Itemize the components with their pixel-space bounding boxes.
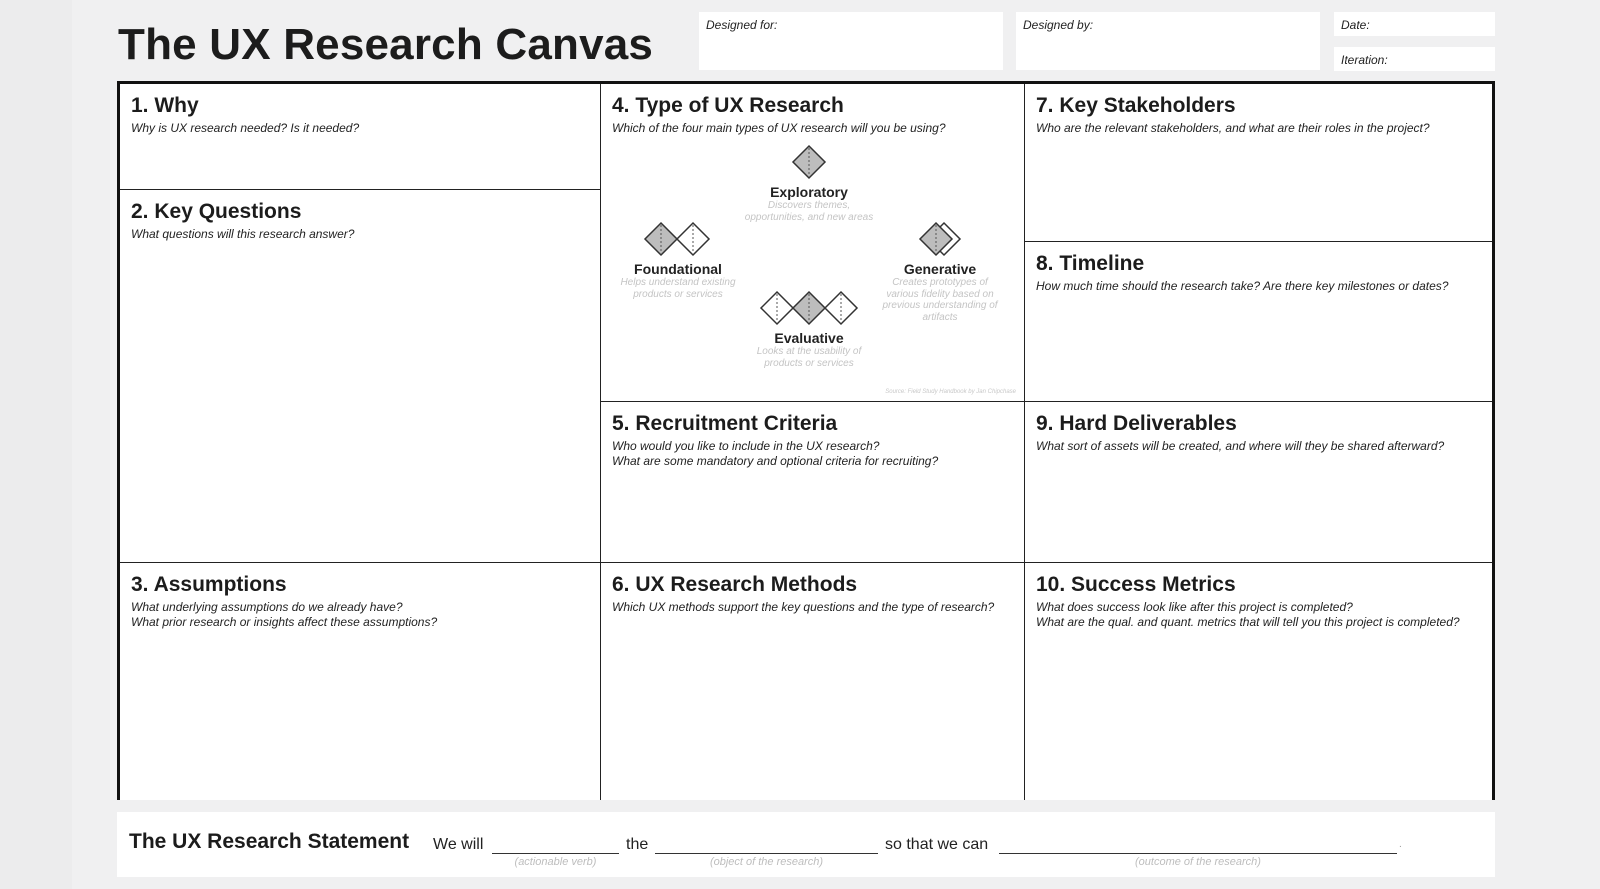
- section-recruitment-title: 5. Recruitment Criteria: [612, 412, 838, 435]
- section-methods[interactable]: [601, 563, 1025, 800]
- date-label: Date:: [1341, 18, 1370, 32]
- type-evaluative-desc: Looks at the usability of products or services: [756, 346, 862, 369]
- iteration-label: Iteration:: [1341, 53, 1388, 67]
- section-recruitment-question-2: What are some mandatory and optional criteria for recruiting?: [612, 453, 939, 468]
- section-key-questions-question: What questions will this research answer?: [131, 227, 355, 242]
- type-foundational-name: Foundational: [634, 261, 722, 277]
- section-deliverables-question: What sort of assets will be created, and where will they be shared afterward?: [1036, 439, 1445, 454]
- section-metrics-title: 10. Success Metrics: [1036, 573, 1236, 596]
- statement-verb-blank[interactable]: [492, 853, 619, 854]
- research-canvas: [117, 81, 1495, 800]
- section-stakeholders[interactable]: [1025, 84, 1492, 242]
- type-source-note: Source: Field Study Handbook by Jan Chipchase: [885, 389, 1016, 395]
- statement-object-hint: (object of the research): [709, 856, 824, 868]
- type-exploratory-name: Exploratory: [770, 184, 848, 200]
- type-foundational: [613, 221, 743, 300]
- page-title: The UX Research Canvas: [118, 20, 654, 69]
- section-key-questions[interactable]: [120, 190, 601, 563]
- section-metrics-question-1: What does success look like after this project is completed?: [1036, 600, 1353, 615]
- type-foundational-desc: Helps understand existing products or services: [620, 277, 736, 300]
- section-stakeholders-question: Who are the relevant stakeholders, and what are their roles in the project?: [1036, 121, 1430, 136]
- section-recruitment[interactable]: [601, 402, 1025, 563]
- statement-the: the: [626, 836, 649, 853]
- section-methods-title: 6. UX Research Methods: [612, 573, 858, 596]
- statement-object-blank[interactable]: [655, 853, 878, 854]
- section-why-question: Why is UX research needed? Is it needed?: [131, 121, 360, 136]
- section-stakeholders-title: 7. Key Stakeholders: [1036, 94, 1236, 117]
- statement-outcome-hint: (outcome of the research): [1135, 856, 1261, 868]
- foundational-diamonds-icon: [643, 221, 713, 257]
- statement-outcome-blank[interactable]: [999, 853, 1397, 854]
- section-deliverables-title: 9. Hard Deliverables: [1036, 412, 1237, 435]
- generative-diamonds-icon: [917, 221, 963, 257]
- section-type-title: 4. Type of UX Research: [612, 94, 844, 117]
- section-assumptions-question-2: What prior research or insights affect these assumptions?: [131, 614, 438, 629]
- type-exploratory-desc: Discovers themes, opportunities, and new areas: [744, 200, 874, 223]
- section-methods-question: Which UX methods support the key questions and the type of research?: [612, 600, 995, 615]
- statement-so-that: so that we can: [885, 836, 989, 853]
- section-why[interactable]: [120, 84, 601, 190]
- research-statement: [117, 812, 1495, 877]
- type-generative-name: Generative: [903, 261, 977, 277]
- statement-we-will: We will: [433, 836, 484, 853]
- designed-by-field[interactable]: [1016, 12, 1320, 70]
- statement-end-mark: .: [1399, 839, 1402, 850]
- section-type-of-research[interactable]: [601, 84, 1025, 402]
- statement-title: The UX Research Statement: [129, 830, 410, 853]
- iteration-field[interactable]: [1334, 47, 1495, 71]
- type-generative: [875, 221, 1005, 323]
- type-generative-desc: Creates prototypes of various fidelity based on previous understanding of artifacts: [882, 277, 998, 323]
- designed-for-label: Designed for:: [706, 18, 778, 32]
- statement-verb-hint: (actionable verb): [514, 856, 597, 868]
- section-timeline-title: 8. Timeline: [1036, 252, 1145, 275]
- evaluative-diamonds-icon: [759, 290, 859, 326]
- section-success-metrics[interactable]: [1025, 563, 1492, 800]
- designed-for-field[interactable]: [699, 12, 1003, 70]
- section-why-title: 1. Why: [131, 94, 199, 117]
- type-exploratory: [744, 144, 874, 223]
- exploratory-diamond-icon: [791, 144, 827, 180]
- section-recruitment-question-1: Who would you like to include in the UX research?: [612, 439, 880, 454]
- section-timeline[interactable]: [1025, 242, 1492, 402]
- section-deliverables[interactable]: [1025, 402, 1492, 563]
- type-evaluative-name: Evaluative: [774, 330, 844, 346]
- type-evaluative: [744, 290, 874, 369]
- section-timeline-question: How much time should the research take? Are there key milestones or dates?: [1036, 279, 1449, 294]
- section-type-question: Which of the four main types of UX research will you be using?: [612, 121, 946, 136]
- section-assumptions-question-1: What underlying assumptions do we already have?: [131, 600, 403, 615]
- section-assumptions[interactable]: [120, 563, 601, 800]
- section-key-questions-title: 2. Key Questions: [131, 200, 302, 223]
- date-field[interactable]: [1334, 12, 1495, 36]
- section-metrics-question-2: What are the qual. and quant. metrics that will tell you this project is completed?: [1036, 614, 1460, 629]
- section-assumptions-title: 3. Assumptions: [131, 573, 287, 596]
- designed-by-label: Designed by:: [1023, 18, 1094, 32]
